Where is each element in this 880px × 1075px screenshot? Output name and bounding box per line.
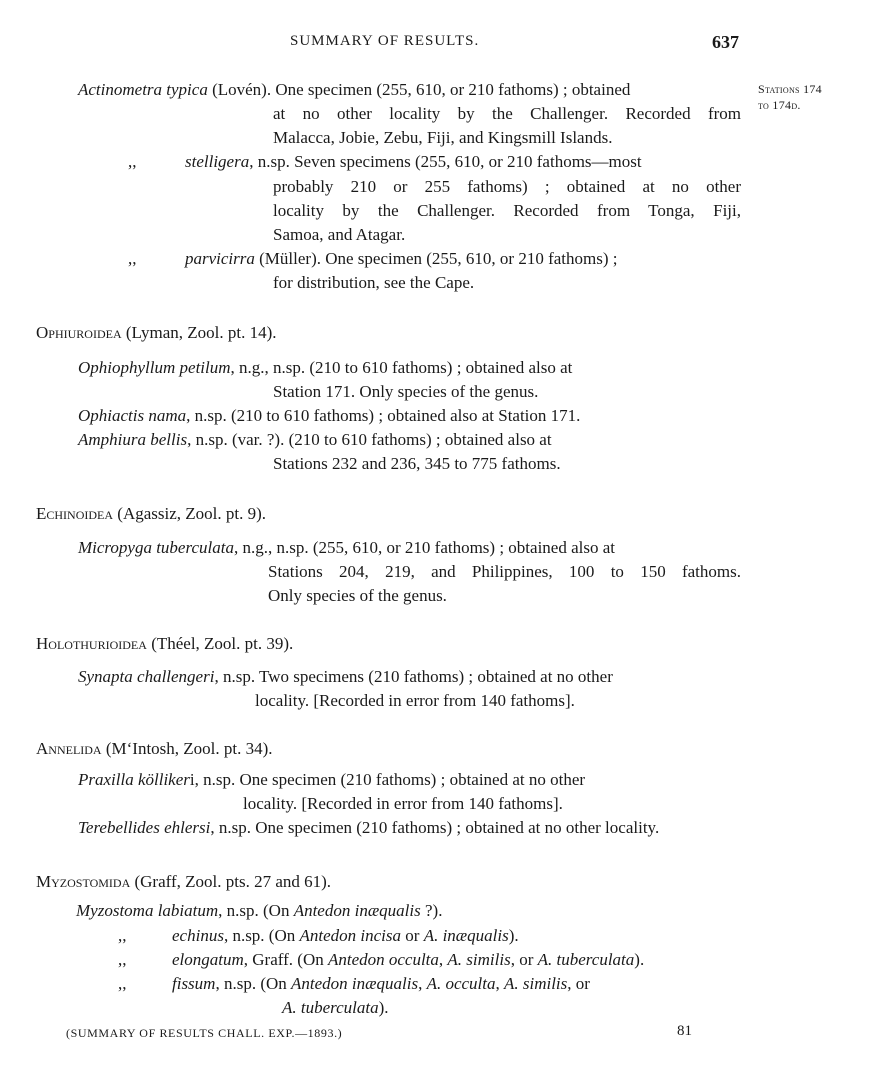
signature-mark: 81 bbox=[677, 1023, 692, 1039]
entry-text: ). bbox=[634, 950, 645, 969]
entry-text: , bbox=[418, 974, 427, 993]
entry-continuation: locality. [Recorded in error from 140 fathoms]. bbox=[255, 691, 575, 710]
species-name: echinus bbox=[172, 926, 224, 945]
page-number: 637 bbox=[712, 32, 739, 52]
entry-text: ). bbox=[508, 926, 519, 945]
species-name: Synapta challengeri bbox=[78, 667, 215, 686]
section-source: (Graff, Zool. pts. 27 and 61). bbox=[130, 872, 332, 891]
ditto-mark: ,, bbox=[128, 249, 137, 268]
entry-continuation: Stations 204, 219, and Philippines, 100 to 150 fathoms. bbox=[268, 562, 741, 581]
host-name: A. tuberculata bbox=[537, 950, 635, 969]
section-source: (Agassiz, Zool. pt. 9). bbox=[113, 504, 267, 523]
entry-ophiactis-nama bbox=[78, 406, 580, 426]
entry-myzostoma-labiatum bbox=[76, 901, 442, 921]
entry-text: , n.sp. Seven specimens (255, 610, or 210 fathoms—most bbox=[249, 152, 642, 171]
entry-text: ). bbox=[378, 998, 389, 1017]
entry-text: , n.sp. (On bbox=[223, 926, 300, 945]
ditto-mark: ,, bbox=[128, 152, 137, 171]
entry-text: (Lovén). One specimen (255, 610, or 210 fathoms) ; obtained bbox=[207, 80, 631, 99]
entry-text: i, n.sp. One specimen (210 fathoms) ; obtained at no other bbox=[189, 770, 586, 789]
entry-parvicirra bbox=[185, 249, 617, 269]
entry-continuation: Stations 232 and 236, 345 to 775 fathoms. bbox=[273, 454, 561, 473]
species-name: parvicirra bbox=[185, 249, 255, 268]
species-name: stelligera bbox=[185, 152, 250, 171]
entry-synapta-challengeri bbox=[78, 667, 613, 687]
host-name: Antedon occulta bbox=[327, 950, 439, 969]
section-title: Ophiuroidea bbox=[36, 323, 122, 342]
entry-continuation: at no other locality by the Challenger. Recorded from bbox=[273, 104, 741, 123]
entry-text: , n.sp. (var. ?). (210 to 610 fathoms) ; obtained also at bbox=[187, 430, 552, 449]
entry-continuation: for distribution, see the Cape. bbox=[273, 273, 475, 292]
margin-note-line-1: Stations 174 bbox=[758, 82, 822, 96]
section-source: (Théel, Zool. pt. 39). bbox=[146, 634, 294, 653]
entry-continuation: locality. [Recorded in error from 140 fathoms]. bbox=[243, 794, 563, 813]
entry-continuation: Only species of the genus. bbox=[268, 586, 447, 605]
entry-ophiophyllum-petilum bbox=[78, 358, 572, 378]
ditto-mark: ,, bbox=[118, 974, 127, 993]
entry-continuation: Malacca, Jobie, Zebu, Fiji, and Kingsmill Islands. bbox=[273, 128, 613, 147]
host-name: A. similis bbox=[447, 950, 511, 969]
entry-continuation: probably 210 or 255 fathoms) ; obtained at no other bbox=[273, 177, 741, 196]
species-name: Ophiophyllum petilum bbox=[78, 358, 231, 377]
entry-text: , or bbox=[567, 974, 590, 993]
section-title: Holothurioidea bbox=[36, 634, 147, 653]
section-title: Myzostomida bbox=[36, 872, 131, 891]
host-name: A. occulta bbox=[426, 974, 496, 993]
section-title: Annelida bbox=[36, 739, 102, 758]
section-heading-holothurioidea bbox=[36, 634, 293, 654]
species-name: Myzostoma labiatum bbox=[76, 901, 219, 920]
host-name: A. tuberculata bbox=[282, 998, 379, 1017]
entry-continuation bbox=[282, 998, 389, 1018]
species-name: fissum bbox=[172, 974, 216, 993]
host-name: Antedon inæqualis bbox=[291, 974, 419, 993]
species-name: Amphiura bellis bbox=[78, 430, 188, 449]
footer-note: (SUMMARY OF RESULTS CHALL. EXP.—1893.) bbox=[66, 1026, 343, 1040]
entry-text: , bbox=[495, 974, 504, 993]
species-name: elongatum bbox=[172, 950, 244, 969]
host-name: Antedon inæqualis bbox=[293, 901, 421, 920]
entry-amphiura-bellis bbox=[78, 430, 552, 450]
species-name: Terebellides ehlersi bbox=[78, 818, 211, 837]
entry-text: , n.g., n.sp. (255, 610, or 210 fathoms) ; obtained also at bbox=[233, 538, 615, 557]
entry-praxilla-koellikeri bbox=[78, 770, 585, 790]
entry-text: , bbox=[438, 950, 448, 969]
entry-text: , n.sp. (210 to 610 fathoms) ; obtained also at Station 171. bbox=[186, 406, 581, 425]
entry-text: , n.sp. One specimen (210 fathoms) ; obtained at no other locality. bbox=[210, 818, 660, 837]
entry-terebellides-ehlersi bbox=[78, 818, 659, 838]
entry-fissum bbox=[172, 974, 590, 994]
section-heading-echinoidea bbox=[36, 504, 266, 524]
margin-note-line-2: to 174d. bbox=[758, 98, 801, 112]
section-source: (M‘Intosh, Zool. pt. 34). bbox=[101, 739, 273, 758]
ditto-mark: ,, bbox=[118, 926, 127, 945]
species-name: Ophiactis nama bbox=[78, 406, 187, 425]
entry-echinus bbox=[172, 926, 519, 946]
host-name: Antedon incisa bbox=[299, 926, 402, 945]
entry-text: , or bbox=[510, 950, 538, 969]
entry-continuation: locality by the Challenger. Recorded from Tonga, Fiji, bbox=[273, 201, 741, 220]
entry-text: (Müller). One specimen (255, 610, or 210 fathoms) ; bbox=[254, 249, 618, 268]
entry-continuation: Station 171. Only species of the genus. bbox=[273, 382, 539, 401]
species-name: Actinometra typica bbox=[78, 80, 208, 99]
entry-actinometra-typica bbox=[78, 80, 630, 100]
entry-text: or bbox=[401, 926, 424, 945]
host-name: A. similis bbox=[503, 974, 568, 993]
ditto-mark: ,, bbox=[118, 950, 127, 969]
running-head: SUMMARY OF RESULTS. bbox=[290, 33, 480, 49]
entry-text: , n.sp. (On bbox=[215, 974, 292, 993]
section-title: Echinoidea bbox=[36, 504, 114, 523]
species-name: Micropyga tuberculata bbox=[78, 538, 234, 557]
entry-elongatum bbox=[172, 950, 644, 970]
entry-micropyga-tuberculata bbox=[78, 538, 615, 558]
entry-text: , Graff. (On bbox=[243, 950, 328, 969]
entry-continuation: Samoa, and Atagar. bbox=[273, 225, 406, 244]
section-source: (Lyman, Zool. pt. 14). bbox=[121, 323, 277, 342]
section-heading-ophiuroidea bbox=[36, 323, 276, 343]
entry-text: ?). bbox=[420, 901, 443, 920]
section-heading-annelida bbox=[36, 739, 273, 759]
entry-text: , n.sp. Two specimens (210 fathoms) ; obtained at no other bbox=[214, 667, 613, 686]
entry-text: , n.sp. (On bbox=[218, 901, 294, 920]
species-name: Praxilla kölliker bbox=[78, 770, 190, 789]
entry-stelligera bbox=[185, 152, 642, 172]
section-heading-myzostomida bbox=[36, 872, 331, 892]
host-name: A. inæqualis bbox=[423, 926, 509, 945]
entry-text: , n.g., n.sp. (210 to 610 fathoms) ; obtained also at bbox=[230, 358, 573, 377]
